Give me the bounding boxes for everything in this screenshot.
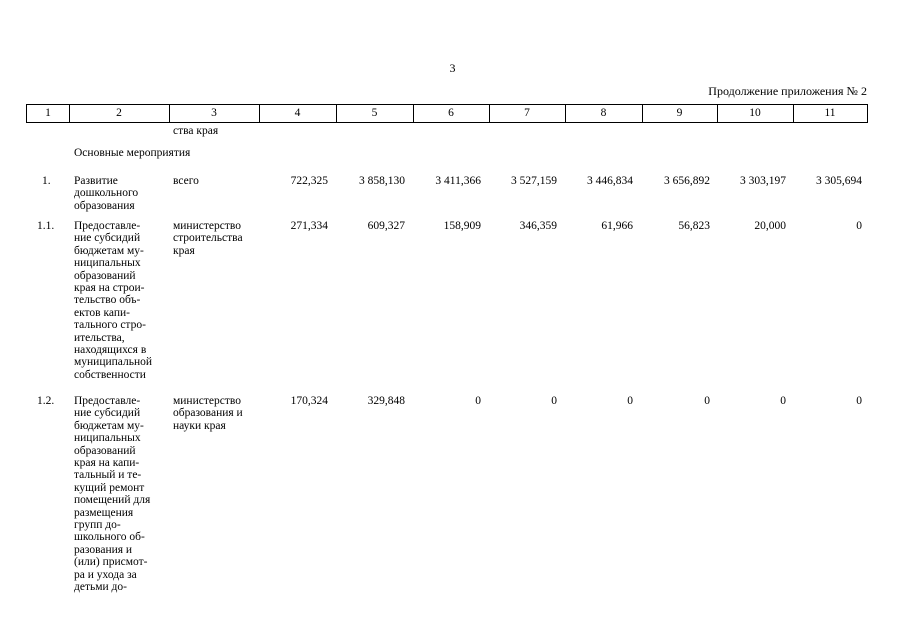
row-number: 1.1. (37, 220, 55, 232)
row-number: 1. (42, 175, 51, 187)
value-col-6: 3 411,366 (435, 175, 481, 187)
value-col-4: 271,334 (290, 220, 328, 232)
row-executor: министерство строительства края (173, 220, 243, 257)
value-col-11: 0 (856, 220, 862, 232)
header-cell-6: 6 (448, 107, 454, 119)
value-col-11: 0 (856, 395, 862, 407)
value-col-11: 3 305,694 (816, 175, 862, 187)
value-col-10: 3 303,197 (740, 175, 786, 187)
header-cell-10: 10 (749, 107, 761, 119)
carry-over-text: ства края (173, 125, 219, 137)
value-col-7: 346,359 (519, 220, 557, 232)
value-col-6: 158,909 (443, 220, 481, 232)
value-col-9: 56,823 (678, 220, 710, 232)
table-header (26, 104, 868, 123)
header-cell-3: 3 (211, 107, 217, 119)
row-name: Предоставле- ние субсидий бюджетам му- ниципальных образований края на строи- тельство объ- ектов капи- тального стро- ительства, находящихся в муниципальной собственности (74, 220, 153, 381)
header-cell-5: 5 (371, 107, 378, 119)
header-cell-1: 1 (45, 107, 51, 119)
value-col-5: 329,848 (367, 395, 405, 407)
row-number: 1.2. (37, 395, 55, 407)
value-col-6: 0 (475, 395, 481, 407)
value-col-9: 0 (704, 395, 710, 407)
header-cell-11: 11 (824, 107, 836, 119)
value-col-4: 722,325 (290, 175, 328, 187)
header-cell-8: 8 (600, 107, 607, 119)
value-col-5: 3 858,130 (359, 175, 405, 187)
header-cell-2: 2 (116, 107, 122, 119)
value-col-5: 609,327 (367, 220, 405, 232)
value-col-8: 3 446,834 (587, 175, 633, 187)
value-col-10: 0 (780, 395, 786, 407)
value-col-10: 20,000 (754, 220, 786, 232)
section-title: Основные мероприятия (74, 147, 191, 159)
value-col-7: 0 (551, 395, 557, 407)
value-col-4: 170,324 (290, 395, 328, 407)
value-col-7: 3 527,159 (511, 175, 557, 187)
header-cell-7: 7 (524, 107, 530, 119)
row-name: Развитие дошкольного образования (74, 175, 139, 212)
value-col-9: 3 656,892 (664, 175, 710, 187)
value-col-8: 61,966 (601, 220, 633, 232)
continuation-caption: Продолжение приложения № 2 (708, 84, 867, 98)
value-col-8: 0 (627, 395, 633, 407)
row-executor: всего (173, 175, 199, 187)
header-cell-4: 4 (294, 107, 301, 119)
page-number: 3 (449, 61, 456, 75)
row-name: Предоставле- ние субсидий бюджетам му- ниципальных образований края на капи- тальный и те- кущий ремонт помещений для размещения групп до- школьного об- разования и (или) присмот- ра и ухода за детьми до- (74, 395, 151, 594)
row-executor: министерство образования и науки края (173, 395, 243, 432)
header-cell-9: 9 (676, 107, 683, 119)
